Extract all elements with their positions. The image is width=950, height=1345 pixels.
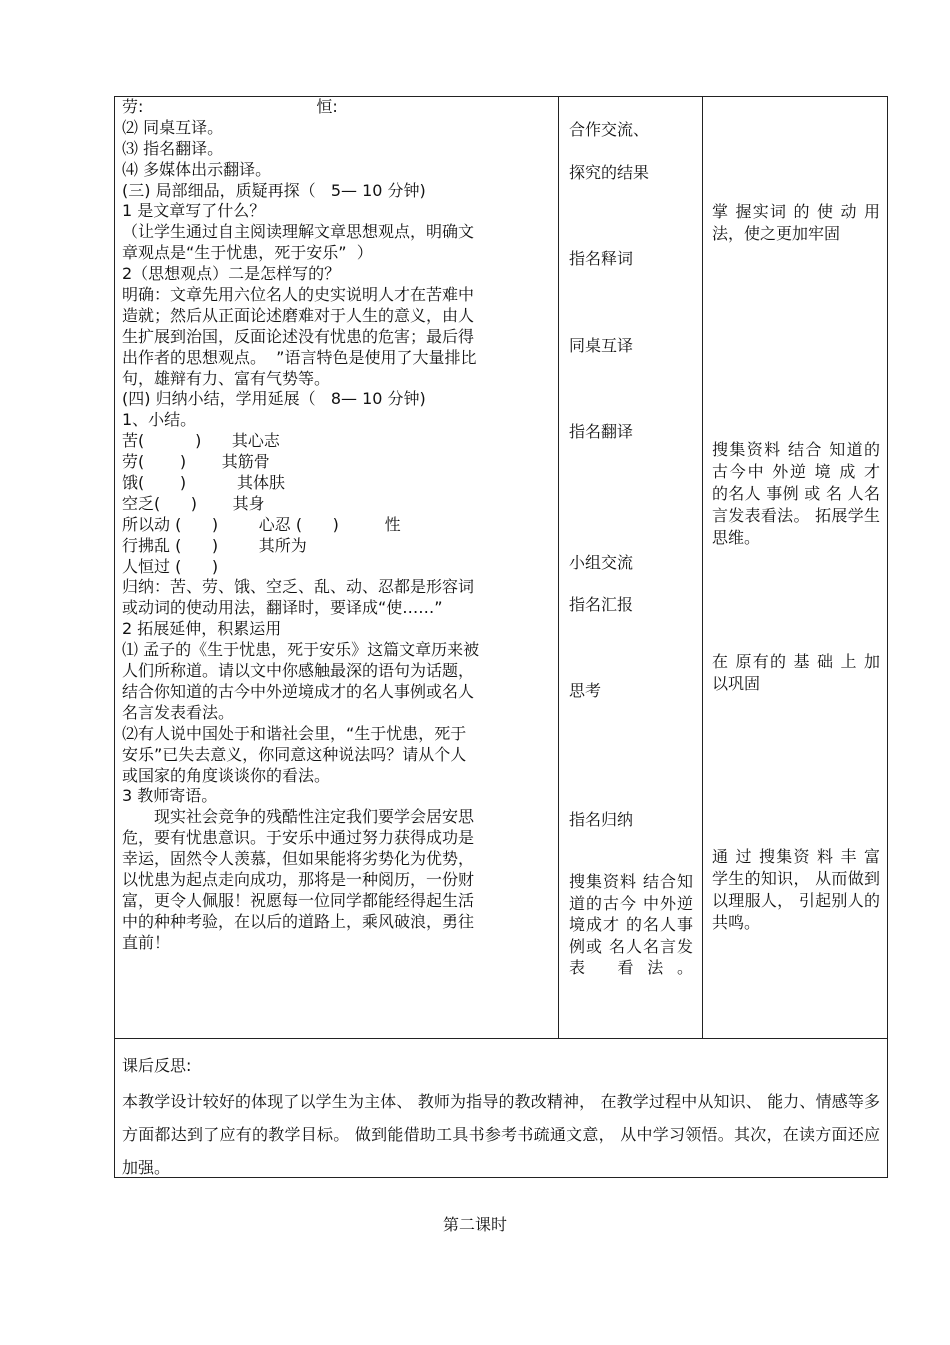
text-line: 1、小结。 bbox=[122, 410, 197, 430]
text-line: 明确：文章先用六位名人的史实说明人才在苦难中 bbox=[122, 285, 475, 305]
activity-item: 探究的结果 bbox=[569, 163, 650, 182]
activity-item: 指名释词 bbox=[569, 249, 634, 268]
text-line: （让学生通过自主阅读理解文章思想观点，明确文 bbox=[122, 222, 475, 242]
intent-item: 通 过 搜集资 料 丰 富学生的知识， 从而做到以理服人， 引起别人的共鸣。 bbox=[712, 847, 880, 932]
column-divider bbox=[558, 97, 559, 1038]
intent-item: 掌 握实词 的 使 动 用法，使之更加牢固 bbox=[712, 202, 880, 243]
text-line: 现实社会竞争的残酷性注定我们要学会居安思 bbox=[154, 807, 475, 827]
text-line: ⑶ 指名翻译。 bbox=[122, 138, 224, 158]
text-line: 章观点是“生于忧患，死于安乐” ） bbox=[122, 243, 373, 263]
text-line: 结合你知道的古今中外逆境成才的名人事例或名人 bbox=[122, 681, 475, 701]
activity-item: 合作交流、 bbox=[569, 120, 650, 139]
text-line: 劳: 恒: bbox=[122, 97, 338, 116]
text-line: 空乏( ) 其身 bbox=[122, 493, 265, 513]
reflection-title: 课后反思: bbox=[122, 1056, 192, 1075]
lesson-table bbox=[114, 96, 888, 1178]
text-line: 安乐”已失去意义，你同意这种说法吗？请从个人 bbox=[122, 744, 467, 764]
text-line: (四) 归纳小结，学用延展（ 8— 10 分钟) bbox=[122, 389, 426, 409]
activity-item: 搜集资料 结合知道的古今 中外逆境成才 的名人事例或 名人名言发表 看法。 bbox=[569, 872, 693, 977]
text-line: 幸运，固然令人羡慕，但如果能将劣势化为优势， bbox=[122, 849, 475, 869]
text-line: 劳( ) 其筋骨 bbox=[122, 452, 270, 472]
teaching-process-column bbox=[122, 97, 555, 954]
text-line: ⑵有人说中国处于和谐社会里，“生于忧患，死于 bbox=[122, 723, 467, 743]
text-line: 1 是文章写了什么？ bbox=[122, 201, 266, 221]
text-line: ⑷ 多媒体出示翻译。 bbox=[122, 159, 272, 179]
text-line: 直前！ bbox=[122, 932, 171, 952]
intent-item: 搜集资料 结合 知道的 古今中 外逆 境 成 才 的名人 事例 或 名 人名言发表看法。 拓展学生思维。 bbox=[712, 440, 880, 547]
activity-item: 思考 bbox=[569, 681, 602, 700]
text-line: 富，更令人佩服！祝愿每一位同学都能经得起生活 bbox=[122, 890, 475, 910]
text-line: 造就；然后从正面论述磨难对于人生的意义，由人 bbox=[122, 305, 475, 325]
text-line: 人们所称道。请以文中你感触最深的语句为话题， bbox=[122, 661, 475, 681]
text-line: ⑵ 同桌互译。 bbox=[122, 117, 224, 137]
activity-item: 小组交流 bbox=[569, 553, 634, 572]
text-line: 生扩展到治国，反面论述没有忧患的危害；最后得 bbox=[122, 326, 475, 346]
intent-item: 在 原有的 基 础 上 加以巩固 bbox=[712, 652, 880, 693]
text-line: 或国家的角度谈谈你的看法。 bbox=[122, 765, 331, 785]
activity-item: 指名归纳 bbox=[569, 810, 634, 829]
activity-item: 同桌互译 bbox=[569, 336, 634, 355]
section-footer: 第二课时 bbox=[442, 1215, 507, 1234]
text-line: 2 拓展延伸，积累运用 bbox=[122, 619, 282, 639]
text-line: (三) 局部细品，质疑再探（ 5— 10 分钟) bbox=[122, 180, 426, 200]
text-line: 所以动 ( ) 心忍 ( ) 性 bbox=[122, 514, 401, 534]
text-line: 中的种种考验，在以后的道路上，乘风破浪，勇往 bbox=[122, 911, 475, 931]
text-line: 3 教师寄语。 bbox=[122, 786, 218, 806]
text-line: 饿( ) 其体肤 bbox=[122, 473, 285, 493]
text-line: 归纳：苦、劳、饿、空乏、乱、动、忍都是形容词 bbox=[122, 577, 475, 597]
text-line: 出作者的思想观点。 ”语言特色是使用了大量排比 bbox=[122, 347, 477, 367]
text-line: 苦( ) 其心志 bbox=[122, 431, 280, 451]
text-line: 或动词的使动用法，翻译时，要译成“使……” bbox=[122, 598, 443, 618]
text-line: 名言发表看法。 bbox=[122, 702, 235, 722]
text-line: 2（思想观点）二是怎样写的？ bbox=[122, 264, 341, 284]
text-line: 危，要有忧患意识。于安乐中通过努力获得成功是 bbox=[122, 828, 475, 848]
text-line: ⑴ 孟子的《生于忧患，死于安乐》这篇文章历来被 bbox=[122, 640, 480, 660]
activity-item: 指名汇报 bbox=[569, 595, 634, 614]
column-divider bbox=[702, 97, 703, 1038]
reflection-body: 本教学设计较好的体现了以学生为主体、 教师为指导的教改精神， 在教学过程中从知识、 能力、情感等多方面都达到了应有的教学目标。 做到能借助工具书参考书疏通文意， 从中学习领悟。其次，在读方面还应加强。 bbox=[122, 1092, 880, 1177]
activity-item: 指名翻译 bbox=[569, 422, 634, 441]
row-divider bbox=[115, 1038, 887, 1039]
text-line: 人恒过 ( ) bbox=[122, 556, 219, 576]
text-line: 以忧患为起点走向成功，那将是一种阅历，一份财 bbox=[122, 869, 475, 889]
text-line: 句，雄辩有力、富有气势等。 bbox=[122, 368, 331, 388]
text-line: 行拂乱 ( ) 其所为 bbox=[122, 535, 307, 555]
